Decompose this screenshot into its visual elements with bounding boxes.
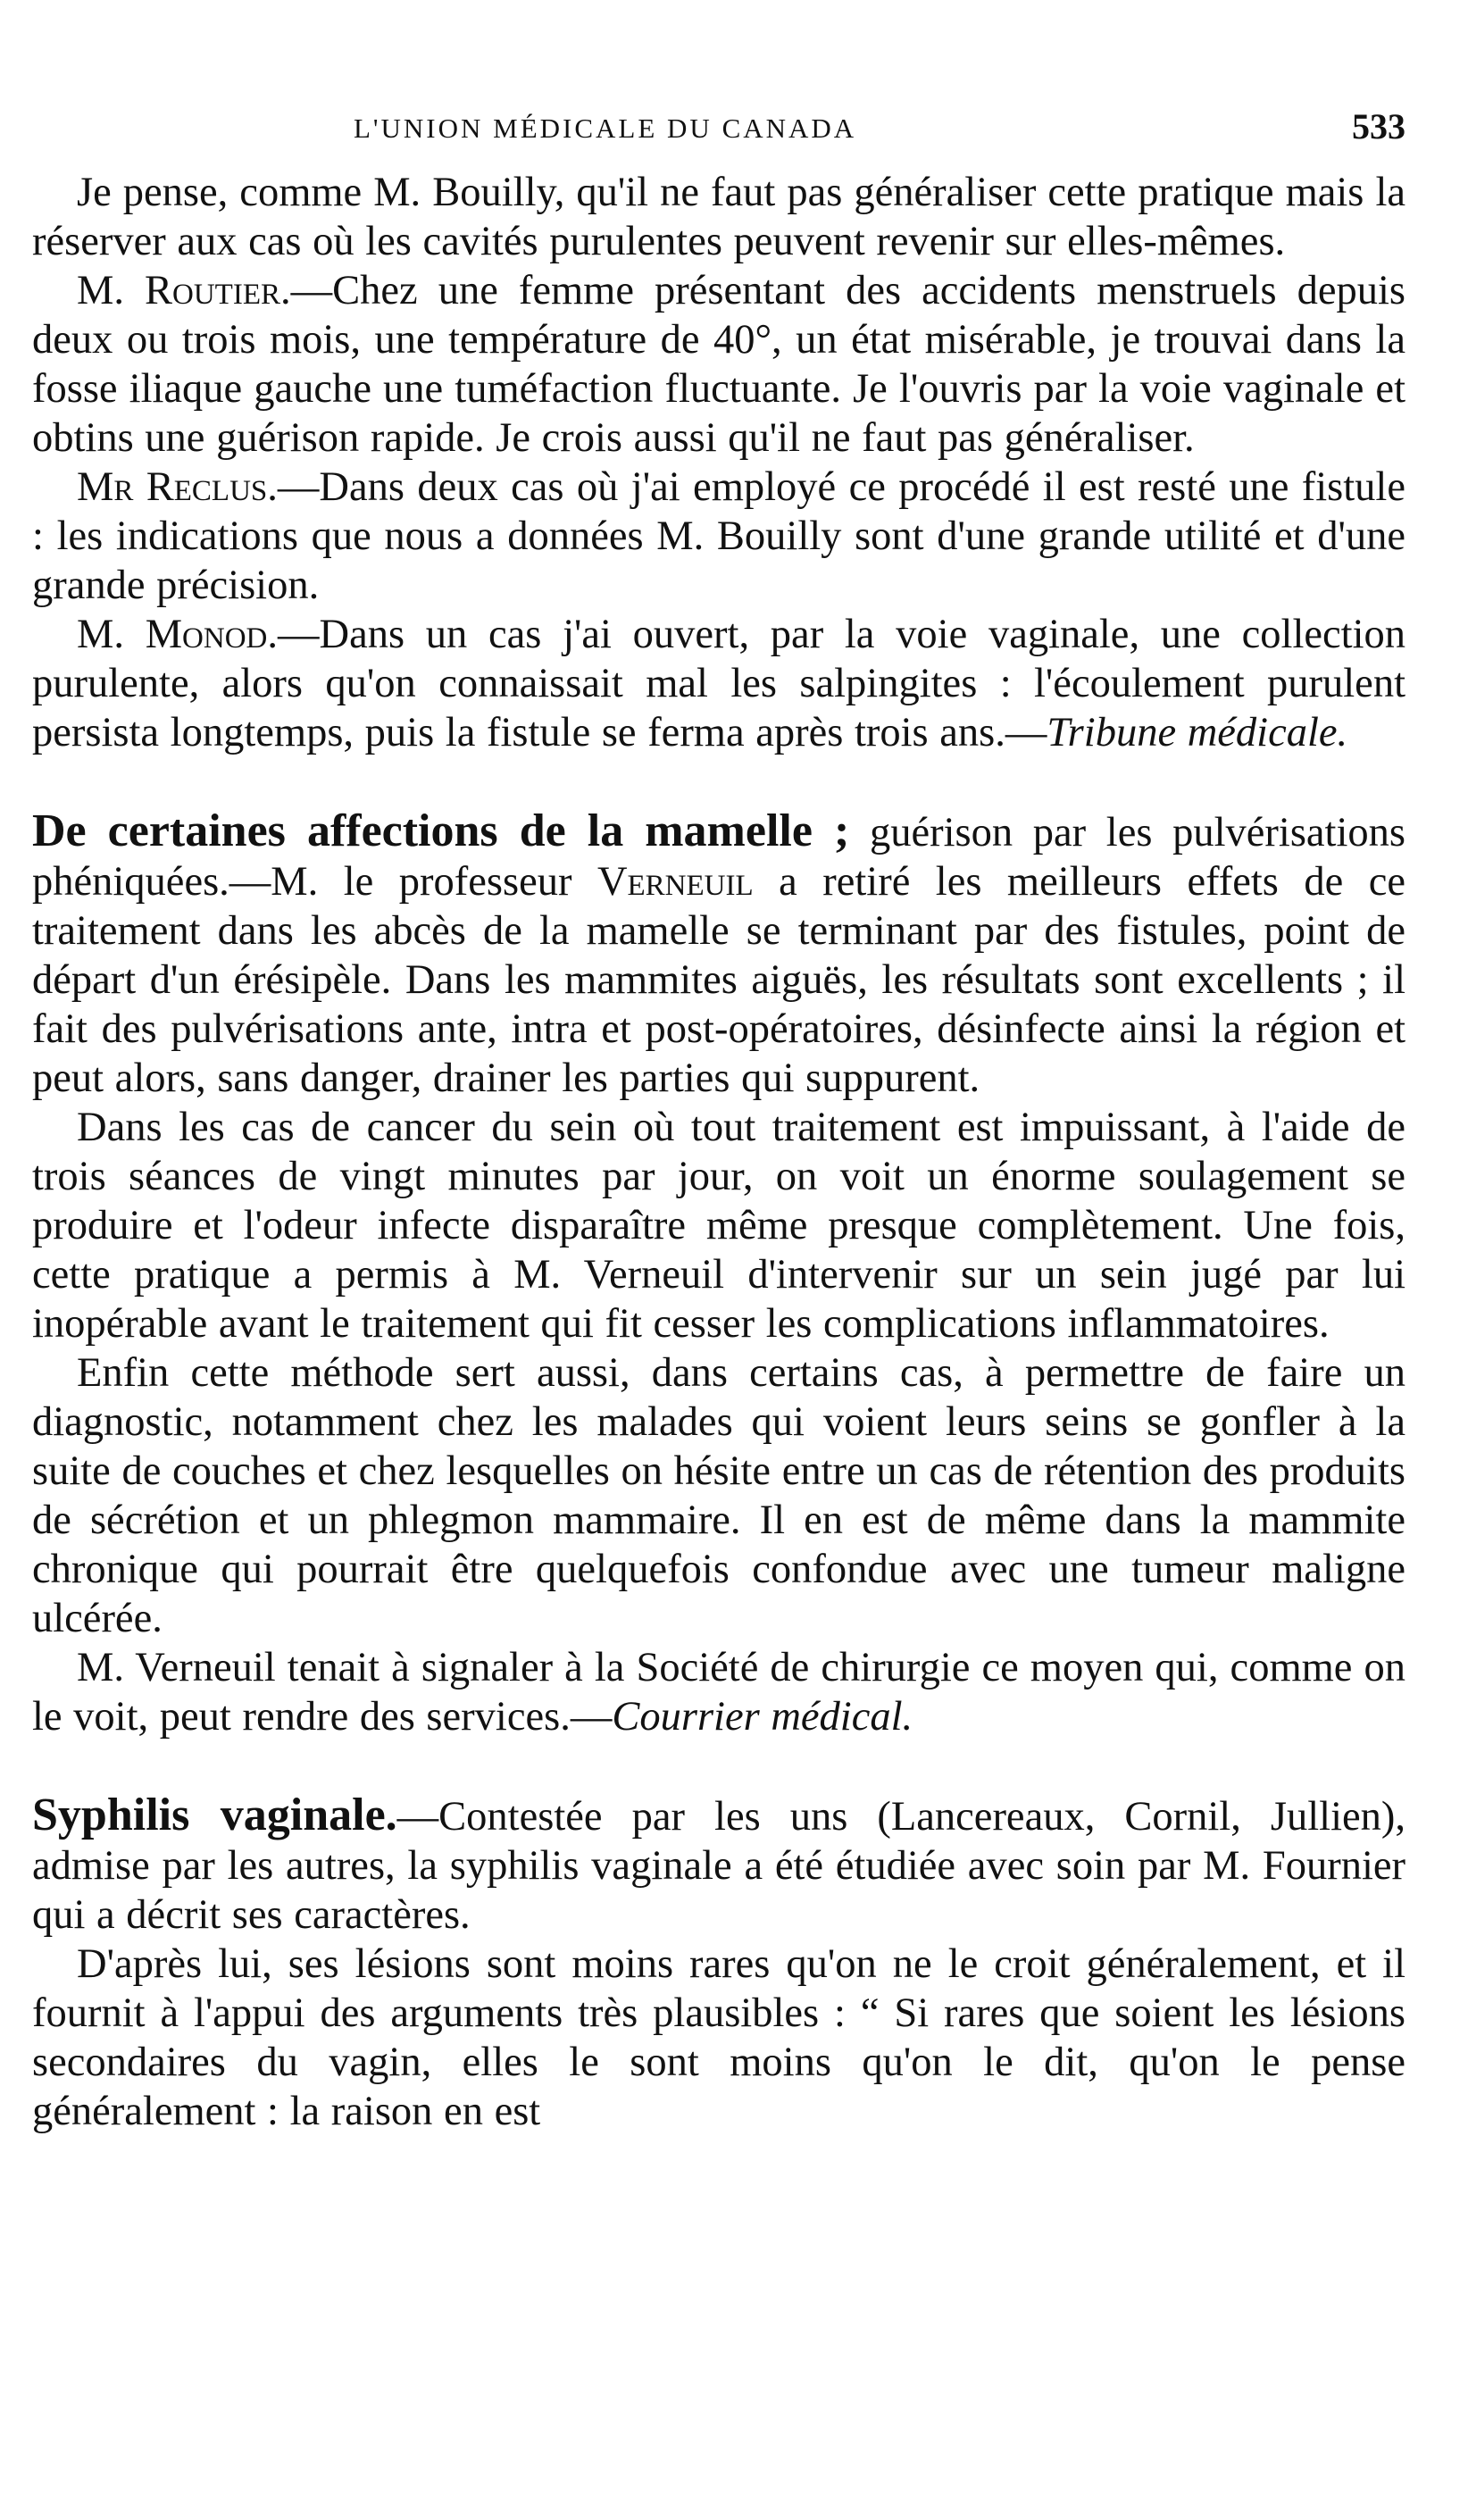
page-body <box>32 168 1405 2136</box>
speaker-name: M. Monod. <box>77 612 278 657</box>
article-title: Syphilis vaginale. <box>32 1790 397 1840</box>
paragraph-text: M. Verneuil tenait à signaler à la Société de chirurgie ce moyen qui, comme on le voit, peut rendre des services.— <box>32 1645 1405 1740</box>
paragraph-text: a retiré les meilleurs effets de ce traitement dans les abcès de la mamelle se terminant par des fistules, point de départ d'un érésipèle. Dans les mammites aiguës, les résultats sont excellents ; il fait des pulvérisations ante, intra et post-opératoires, désinfecte ainsi la région et peut alors, sans danger, drainer les parties qui suppurent. <box>32 859 1405 1101</box>
paragraph <box>32 1103 1405 1348</box>
speaker-name: Mr Reclus. <box>77 464 278 510</box>
paragraph-text: —Dans deux cas où j'ai employé ce procédé il est resté une fistule : les indications que nous a données M. Bouilly sont d'une grande utilité et d'une grande précision. <box>32 464 1405 608</box>
paragraph <box>32 1348 1405 1643</box>
paragraph-text: Dans les cas de cancer du sein où tout traitement est impuissant, à l'aide de trois séances de vingt minutes par jour, on voit un énorme soulagement se produire et l'odeur infecte disparaître même presque complètement. Une fois, cette pratique a permis à M. Verneuil d'intervenir sur un sein jugé par lui inopérable avant le traitement qui fit cesser les complications inflammatoires. <box>32 1105 1405 1347</box>
paragraph <box>32 1643 1405 1741</box>
person-name: Verneuil <box>596 859 754 905</box>
paragraph <box>32 463 1405 610</box>
paragraph <box>32 1940 1405 2136</box>
paragraph-text: —Dans un cas j'ai ouvert, par la voie vaginale, une collection purulente, alors qu'on connaissait mal les salpingites : l'écoulement purulent persista longtemps, puis la fistule se ferma après trois ans.— <box>32 612 1405 755</box>
source-citation: Tribune médicale. <box>1047 710 1348 755</box>
paragraph <box>32 266 1405 463</box>
paragraph-text: Enfin cette méthode sert aussi, dans certains cas, à permettre de faire un diagnostic, notamment chez les malades qui voient leurs seins se gonfler à la suite de couches et chez lesquelles on hésite entre un cas de rétention des produits de sécrétion et un phlegmon mammaire. Il en est de même dans la mammite chronique qui pourrait être quelquefois confondue avec une tumeur maligne ulcérée. <box>32 1350 1405 1641</box>
section-spacer <box>32 757 1405 806</box>
article-title: De certaines affections de la mamelle ; <box>32 805 850 856</box>
paragraph-text: Je pense, comme M. Bouilly, qu'il ne faut pas généraliser cette pratique mais la réserver aux cas où les cavités purulentes peuvent revenir sur elles-mêmes. <box>32 170 1405 264</box>
source-citation: Courrier médical. <box>612 1694 913 1740</box>
paragraph-text: guérison par les pulvérisations phéniquées.—M. le professeur <box>32 810 1405 905</box>
paragraph-text: —Chez une femme présentant des accidents menstruels depuis deux ou trois mois, une température de 40°, un état misérable, je trouvai dans la fosse iliaque gauche une tuméfaction fluctuante. Je l'ouvris par la voie vaginale et obtins une guérison rapide. Je crois aussi qu'il ne faut pas généraliser. <box>32 268 1405 461</box>
page-header <box>32 105 1405 168</box>
running-head: L'UNION MÉDICALE DU CANADA <box>354 113 857 144</box>
speaker-name: M. Routier. <box>77 268 291 313</box>
article-paragraph <box>32 1790 1405 1940</box>
page-number: 533 <box>1352 106 1405 146</box>
article-paragraph <box>32 806 1405 1103</box>
section-spacer <box>32 1741 1405 1790</box>
paragraph-text: —Contestée par les uns (Lancereaux, Cornil, Jullien), admise par les autres, la syphilis vaginale a été étudiée avec soin par M. Fournier qui a décrit ses caractères. <box>32 1794 1406 1938</box>
paragraph <box>32 610 1405 757</box>
paragraph-text: D'après lui, ses lésions sont moins rares qu'on ne le croit généralement, et il fournit à l'appui des arguments très plausibles : “ Si rares que soient les lésions secondaires du vagin, elles le sont moins qu'on le dit, qu'on le pense généralement : la raison en est <box>32 1941 1405 2134</box>
paragraph <box>32 168 1405 266</box>
